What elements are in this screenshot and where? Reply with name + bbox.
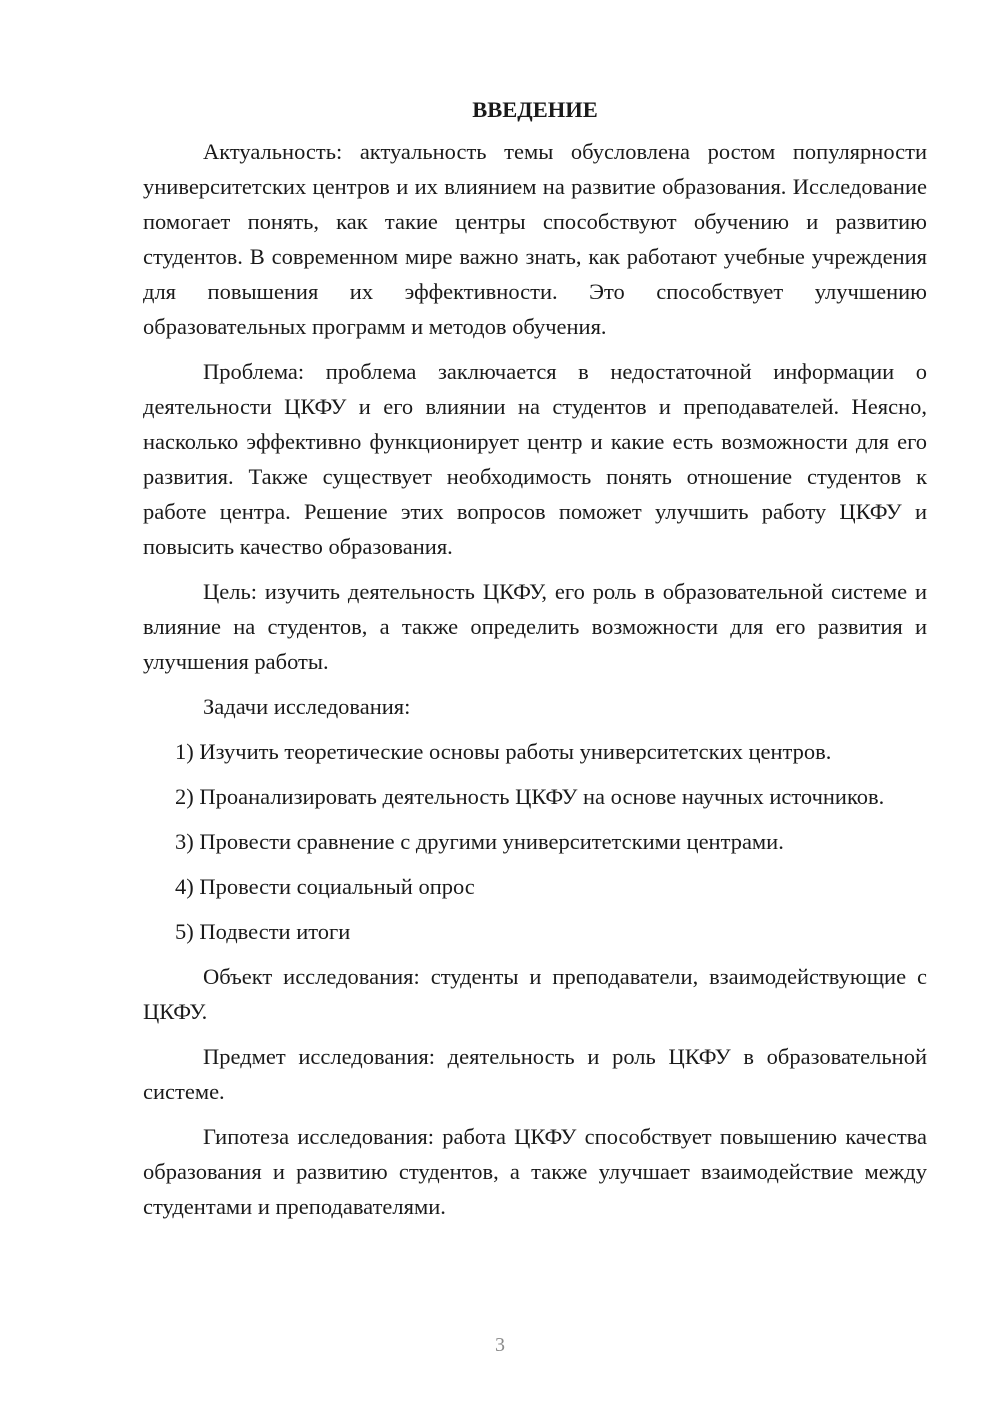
subject-paragraph: Предмет исследования: деятельность и роль ЦКФУ в образовательной системе. <box>143 1044 927 1104</box>
task-item-4: 4) Провести социальный опрос <box>175 874 475 899</box>
task-item-1: 1) Изучить теоретические основы работы университетских центров. <box>175 739 832 764</box>
task-item-3: 3) Провести сравнение с другими университетскими центрами. <box>175 829 784 854</box>
page-number: 3 <box>495 1334 505 1356</box>
page-content <box>143 92 927 1234</box>
relevance-paragraph: Актуальность: актуальность темы обусловлена ростом популярности университетских центров и их влиянием на развитие образования. Исследование помогает понять, как такие центры способствуют обучению и развитию студентов. В современном мире важно знать, как работают учебные учреждения для повышения их эффективности. Это способствует улучшению образовательных программ и методов обучения. <box>143 139 927 339</box>
task-item-5: 5) Подвести итоги <box>175 919 351 944</box>
tasks-heading: Задачи исследования: <box>203 694 411 719</box>
problem-paragraph: Проблема: проблема заключается в недостаточной информации о деятельности ЦКФУ и его влиянии на студентов и преподавателей. Неясно, насколько эффективно функционирует центр и какие есть возможности для его развития. Также существует необходимость понять отношение студентов к работе центра. Решение этих вопросов поможет улучшить работу ЦКФУ и повысить качество образования. <box>143 359 927 559</box>
hypothesis-paragraph: Гипотеза исследования: работа ЦКФУ способствует повышению качества образования и развитию студентов, а также улучшает взаимодействие между студентами и преподавателями. <box>143 1124 927 1219</box>
task-item-2: 2) Проанализировать деятельность ЦКФУ на основе научных источников. <box>175 784 885 809</box>
goal-paragraph: Цель: изучить деятельность ЦКФУ, его роль в образовательной системе и влияние на студентов, а также определить возможности для его развития и улучшения работы. <box>143 579 927 674</box>
section-title: ВВЕДЕНИЕ <box>472 97 598 122</box>
object-paragraph: Объект исследования: студенты и преподаватели, взаимодействующие с ЦКФУ. <box>143 964 927 1024</box>
